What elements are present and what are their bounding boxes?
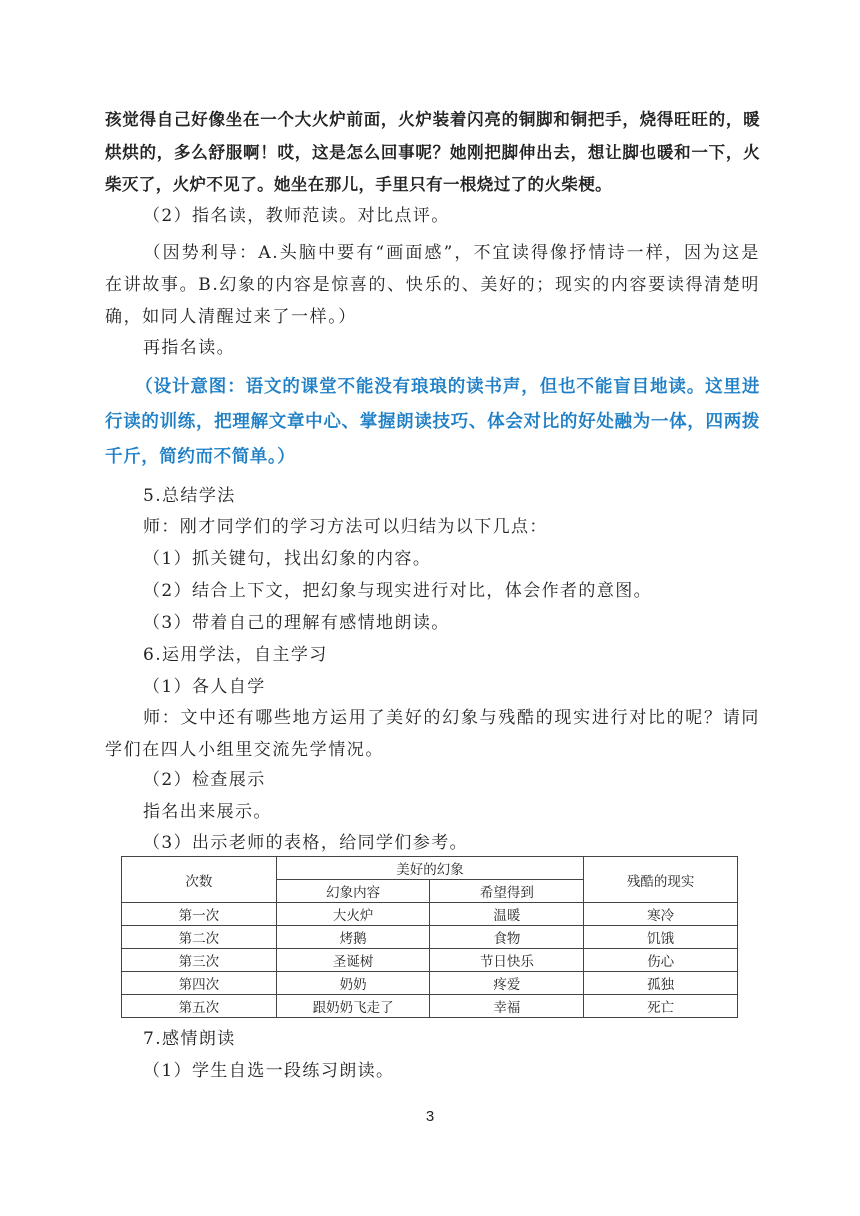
header-hope: 希望得到 [430, 880, 584, 903]
cell-reality: 孤独 [584, 972, 738, 995]
cell-reality: 伤心 [584, 949, 738, 972]
section-5-point-2: （2）结合上下文，把幻象与现实进行对比，体会作者的意图。 [143, 581, 653, 601]
table-row [122, 949, 738, 972]
header-cruel-reality: 残酷的现实 [584, 857, 738, 903]
cell-content: 圣诞树 [276, 949, 430, 972]
cell-content: 烤鹅 [276, 926, 430, 949]
section-6-step-1: （1）各人自学 [143, 677, 266, 697]
guidance-text: （因势利导：A.头脑中要有“画面感”，不宜读得像抒情诗一样，因为这是在讲故事。B.幻象的内容是惊喜的、快乐的、美好的；现实的内容要读得清楚明确，如同人清醒过来了一样。） [105, 243, 760, 327]
cell-hope: 食物 [430, 926, 584, 949]
cell-reality: 寒冷 [584, 903, 738, 926]
cell-hope: 疼爱 [430, 972, 584, 995]
cell-hope: 节日快乐 [430, 949, 584, 972]
cell-count: 第三次 [122, 949, 277, 972]
section-6-step-3: （3）出示老师的表格，给同学们参考。 [143, 833, 469, 853]
section-5-point-3: （3）带着自己的理解有感情地朗读。 [143, 613, 450, 633]
section-7-title: 7.感情朗读 [143, 1029, 236, 1049]
section-6-show: 指名出来展示。 [143, 802, 272, 822]
cell-count: 第四次 [122, 972, 277, 995]
table-row [122, 926, 738, 949]
cell-count: 第二次 [122, 926, 277, 949]
section-5-title: 5.总结学法 [143, 486, 236, 506]
section-6-teacher-text: 师：文中还有哪些地方运用了美好的幻象与残酷的现实进行对比的呢？请同学们在四人小组里交流先学情况。 [105, 708, 760, 760]
design-intent-text: （设计意图：语文的课堂不能没有琅琅的读书声，但也不能盲目地读。这里进行读的训练，把理解文章中心、掌握朗读技巧、体会对比的好处融为一体，四两拨千斤，简约而不简单。） [105, 377, 760, 467]
cell-content: 大火炉 [276, 903, 430, 926]
section-5-point-1: （1）抓关键句，找出幻象的内容。 [143, 549, 432, 569]
section-6-step-2: （2）检查展示 [143, 770, 266, 790]
cell-reality: 饥饿 [584, 926, 738, 949]
step-2-text: （2）指名读，教师范读。对比点评。 [143, 206, 450, 226]
guidance-paragraph [105, 237, 760, 333]
section-6-title: 6.运用学法，自主学习 [143, 645, 328, 665]
comparison-table [121, 856, 738, 1018]
story-excerpt: 孩觉得自己好像坐在一个大火炉前面，火炉装着闪亮的铜脚和铜把手，烧得旺旺的，暖烘烘的，多么舒服啊！哎，这是怎么回事呢？她刚把脚伸出去，想让脚也暖和一下，火柴灭了，火炉不见了。她坐在那儿，手里只有一根烧过了的火柴梗。 [105, 110, 760, 194]
table-header-row [122, 857, 738, 880]
cell-count: 第五次 [122, 995, 277, 1018]
header-illusion-content: 幻象内容 [276, 880, 430, 903]
header-beautiful-illusion: 美好的幻象 [276, 857, 584, 880]
table-row [122, 995, 738, 1018]
section-7-step-1: （1）学生自选一段练习朗读。 [143, 1061, 395, 1081]
cell-hope: 幸福 [430, 995, 584, 1018]
cell-hope: 温暖 [430, 903, 584, 926]
cell-content: 奶奶 [276, 972, 430, 995]
cell-content: 跟奶奶飞走了 [276, 995, 430, 1018]
design-intent-note [105, 370, 760, 475]
page-number: 3 [425, 1108, 435, 1125]
table-row [122, 903, 738, 926]
table-row [122, 972, 738, 995]
section-6-teacher-paragraph [105, 702, 760, 766]
header-count: 次数 [122, 857, 277, 903]
cell-count: 第一次 [122, 903, 277, 926]
reread-text: 再指名读。 [143, 338, 235, 358]
section-5-intro: 师：刚才同学们的学习方法可以归结为以下几点： [143, 517, 548, 537]
cell-reality: 死亡 [584, 995, 738, 1018]
